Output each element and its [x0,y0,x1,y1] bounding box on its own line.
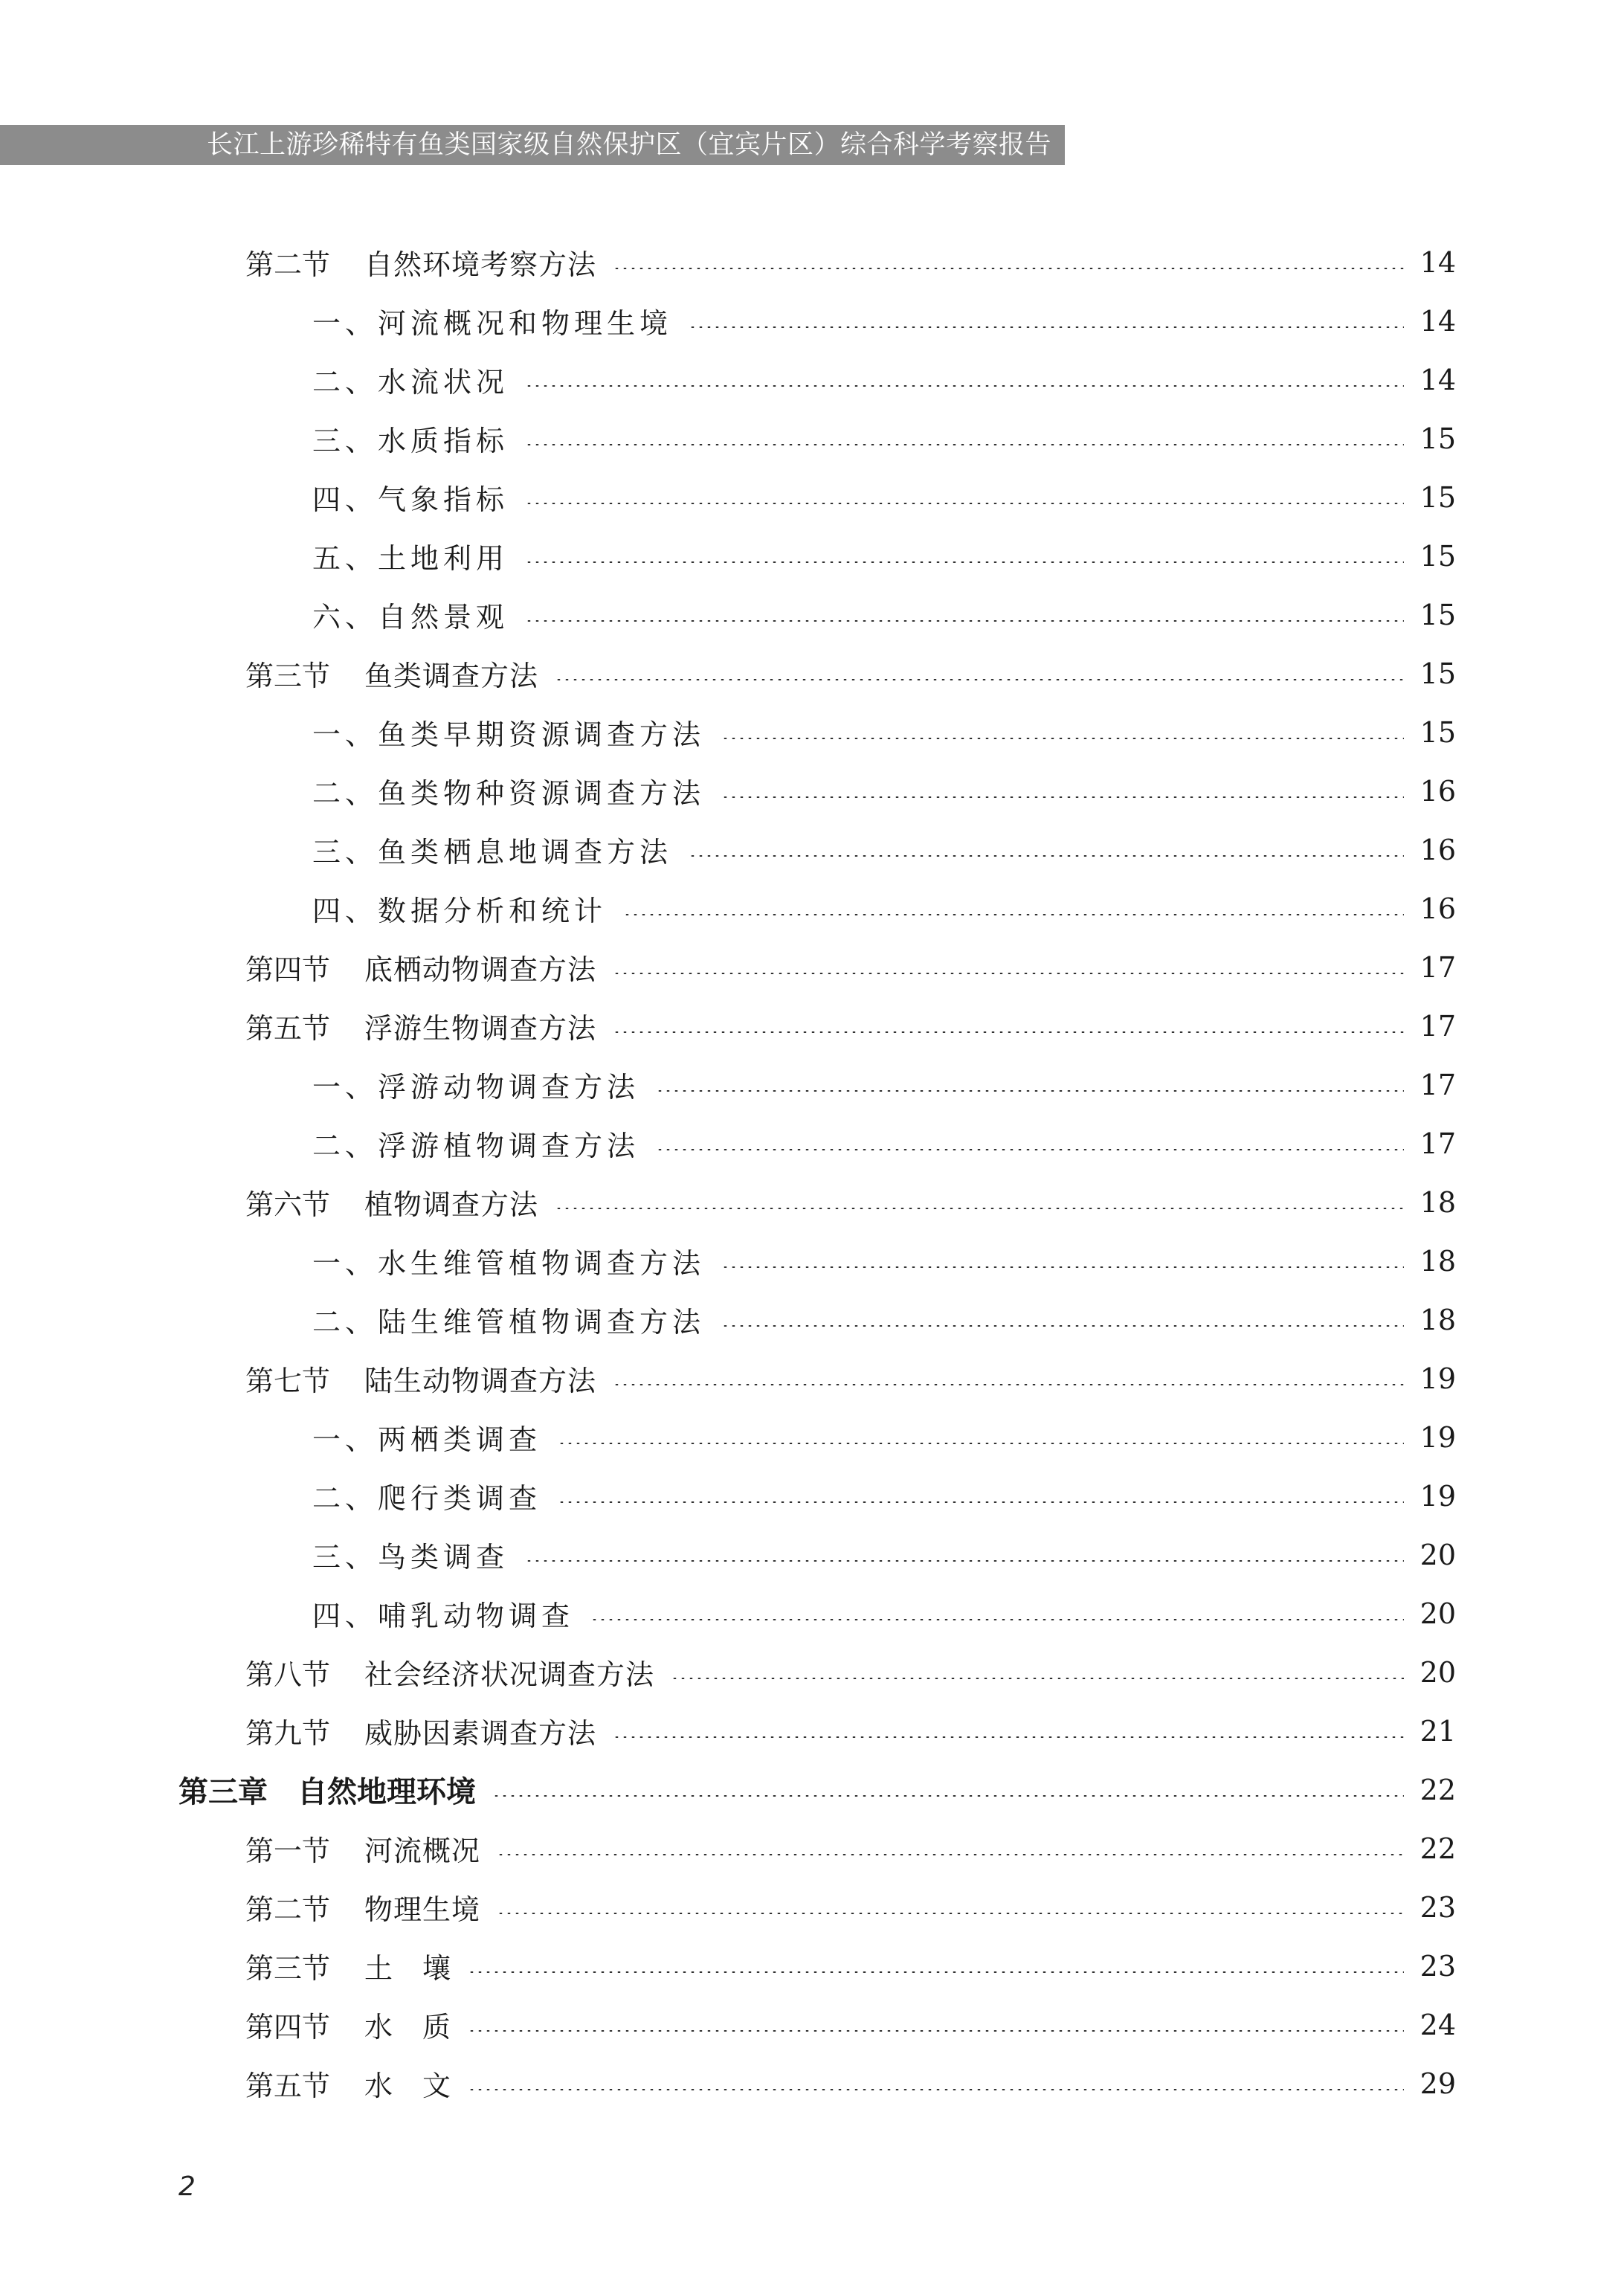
toc-entry-page: 23 [1420,1890,1456,1924]
toc-entry-page: 14 [1420,363,1456,396]
dot-leader [468,2030,1404,2032]
toc-entry-item[interactable] [0,1466,1456,1525]
toc-entry-item[interactable] [0,1290,1456,1349]
toc-entry-page: 17 [1420,950,1456,984]
toc-entry-page: 15 [1420,657,1456,690]
toc-entry-number: 第五节 [245,1012,331,1045]
toc-entry-page: 20 [1420,1597,1456,1630]
toc-entry-item[interactable] [0,1114,1456,1173]
toc-entry-page: 29 [1420,2067,1456,2100]
toc-entry-number: 第三章 [178,1774,268,1809]
toc-entry-page: 16 [1420,833,1456,866]
toc-entry-page: 19 [1420,1362,1456,1395]
toc-entry-section[interactable] [0,1995,1456,2054]
toc-entry-title: 浮游生物调查方法 [364,1012,597,1045]
toc-entry-number: 二、 [312,1130,378,1162]
toc-entry-page: 15 [1420,480,1456,514]
toc-entry-number: 第五节 [245,2070,331,2102]
toc-entry-page: 18 [1420,1303,1456,1336]
toc-entry-item[interactable] [0,527,1456,585]
dot-leader [497,1913,1404,1914]
toc-entry-page: 18 [1420,1185,1456,1219]
running-header-band [0,125,1065,165]
toc-entry-page: 17 [1420,1068,1456,1101]
toc-entry-page: 17 [1420,1009,1456,1043]
toc-entry-section[interactable] [0,2054,1456,2113]
toc-entry-item[interactable] [0,1055,1456,1114]
toc-entry-title: 自然地理环境 [297,1774,476,1809]
toc-entry-title: 水生维管植物调查方法 [378,1247,706,1280]
dot-leader [492,1795,1404,1797]
toc-entry-number: 三、 [312,425,378,457]
dot-leader [525,620,1404,622]
dot-leader [721,738,1404,739]
toc-entry-number: 第三节 [245,1952,331,1985]
running-header-title: 长江上游珍稀特有鱼类国家级自然保护区（宜宾片区）综合科学考察报告 [206,130,1051,160]
dot-leader [721,796,1404,798]
toc-entry-number: 一、 [312,718,378,751]
dot-leader [525,1560,1404,1562]
toc-entry-number: 第三节 [245,660,331,692]
toc-entry-section[interactable] [0,1819,1456,1878]
dot-leader [468,1971,1404,1973]
toc-entry-page: 21 [1420,1714,1456,1748]
dot-leader [721,1325,1404,1327]
table-of-contents [0,233,1624,2113]
toc-entry-page: 24 [1420,2008,1456,2041]
toc-entry-section[interactable] [0,1349,1456,1408]
toc-entry-item[interactable] [0,409,1456,468]
toc-entry-title: 底栖动物调查方法 [364,953,597,986]
dot-leader [689,326,1404,328]
toc-entry-title: 陆生动物调查方法 [364,1365,597,1397]
toc-entry-title: 鱼类物种资源调查方法 [378,777,706,810]
toc-entry-page: 14 [1420,245,1456,279]
toc-entry-number: 六、 [312,601,378,634]
toc-entry-section[interactable] [0,1878,1456,1936]
toc-entry-page: 15 [1420,539,1456,573]
toc-entry-number: 一、 [312,1071,378,1104]
toc-entry-section[interactable] [0,996,1456,1055]
toc-entry-page: 20 [1420,1538,1456,1571]
toc-entry-number: 四、 [312,483,378,516]
toc-entry-number: 第四节 [245,2011,331,2044]
dot-leader [525,503,1404,504]
toc-entry-chapter[interactable] [0,1760,1456,1819]
toc-entry-section[interactable] [0,1643,1456,1701]
toc-entry-title: 气象指标 [378,483,509,516]
toc-entry-title: 植物调查方法 [364,1188,539,1221]
toc-entry-number: 一、 [312,1423,378,1456]
toc-entry-title: 威胁因素调查方法 [364,1717,597,1750]
dot-leader [623,914,1404,915]
toc-entry-title: 浮游动物调查方法 [378,1071,640,1104]
toc-entry-title: 河流概况和物理生境 [378,307,673,340]
toc-entry-title: 鸟类调查 [378,1541,509,1574]
toc-entry-page: 19 [1420,1479,1456,1513]
toc-entry-number: 二、 [312,777,378,810]
toc-entry-page: 22 [1420,1832,1456,1865]
toc-entry-number: 二、 [312,1306,378,1339]
toc-entry-item[interactable] [0,820,1456,879]
toc-entry-page: 16 [1420,892,1456,925]
toc-entry-item[interactable] [0,468,1456,527]
dot-leader [671,1678,1404,1679]
toc-entry-title: 河流概况 [364,1835,481,1867]
dot-leader [558,1443,1404,1444]
toc-entry-item[interactable] [0,703,1456,761]
toc-entry-number: 第二节 [245,1893,331,1926]
toc-entry-number: 三、 [312,836,378,869]
dot-leader [525,561,1404,563]
dot-leader [525,385,1404,387]
toc-entry-title: 鱼类栖息地调查方法 [378,836,673,869]
toc-entry-title: 自然景观 [378,601,509,634]
toc-entry-page: 23 [1420,1949,1456,1983]
dot-leader [613,1384,1404,1385]
toc-entry-number: 第八节 [245,1658,331,1691]
toc-entry-page: 15 [1420,715,1456,749]
toc-entry-number: 第一节 [245,1835,331,1867]
dot-leader [613,268,1404,269]
toc-entry-number: 第七节 [245,1365,331,1397]
dot-leader [525,444,1404,445]
dot-leader [721,1266,1404,1268]
toc-entry-section[interactable] [0,938,1456,996]
toc-entry-item[interactable] [0,292,1456,350]
toc-entry-title: 社会经济状况调查方法 [364,1658,655,1691]
toc-entry-number: 二、 [312,1482,378,1515]
dot-leader [590,1619,1404,1620]
toc-entry-title: 水质指标 [378,425,509,457]
toc-entry-item[interactable] [0,585,1456,644]
toc-entry-page: 14 [1420,304,1456,338]
toc-entry-number: 二、 [312,366,378,399]
toc-entry-title: 哺乳动物调查 [378,1600,575,1632]
toc-entry-title: 两栖类调查 [378,1423,542,1456]
toc-entry-number: 五、 [312,542,378,575]
toc-entry-title: 鱼类调查方法 [364,660,539,692]
toc-entry-title: 土地利用 [378,542,509,575]
toc-entry-page: 20 [1420,1655,1456,1689]
dot-leader [656,1090,1404,1092]
toc-entry-number: 一、 [312,1247,378,1280]
toc-entry-number: 第九节 [245,1717,331,1750]
toc-entry-page: 15 [1420,422,1456,455]
dot-leader [689,855,1404,857]
toc-entry-page: 18 [1420,1244,1456,1278]
toc-entry-item[interactable] [0,1525,1456,1584]
toc-entry-section[interactable] [0,644,1456,703]
toc-entry-item[interactable] [0,761,1456,820]
toc-entry-title: 爬行类调查 [378,1482,542,1515]
toc-entry-page: 17 [1420,1127,1456,1160]
toc-entry-section[interactable] [0,1936,1456,1995]
dot-leader [497,1854,1404,1855]
dot-leader [555,1208,1404,1209]
toc-entry-section[interactable] [0,233,1456,292]
toc-entry-title: 水 文 [364,2070,452,2102]
toc-entry-item[interactable] [0,1231,1456,1290]
toc-entry-title: 物理生境 [364,1893,481,1926]
toc-entry-item[interactable] [0,879,1456,938]
toc-entry-page: 19 [1420,1420,1456,1454]
dot-leader [613,1031,1404,1033]
toc-entry-number: 第二节 [245,248,331,281]
toc-entry-number: 三、 [312,1541,378,1574]
toc-entry-item[interactable] [0,1584,1456,1643]
dot-leader [555,679,1404,680]
dot-leader [468,2089,1404,2090]
dot-leader [558,1501,1404,1503]
toc-entry-page: 15 [1420,598,1456,631]
toc-entry-number: 第六节 [245,1188,331,1221]
toc-entry-title: 土 壤 [364,1952,452,1985]
toc-entry-number: 第四节 [245,953,331,986]
toc-entry-title: 陆生维管植物调查方法 [378,1306,706,1339]
toc-entry-title: 自然环境考察方法 [364,248,597,281]
toc-entry-number: 四、 [312,895,378,927]
toc-entry-item[interactable] [0,1408,1456,1466]
toc-entry-number: 一、 [312,307,378,340]
dot-leader [656,1149,1404,1150]
toc-entry-number: 四、 [312,1600,378,1632]
toc-entry-item[interactable] [0,350,1456,409]
toc-entry-page: 22 [1420,1773,1456,1806]
toc-entry-title: 水流状况 [378,366,509,399]
dot-leader [613,1736,1404,1738]
toc-entry-title: 鱼类早期资源调查方法 [378,718,706,751]
dot-leader [613,973,1404,974]
page-number: 2 [178,2171,196,2202]
toc-entry-section[interactable] [0,1173,1456,1231]
toc-entry-section[interactable] [0,1701,1456,1760]
toc-entry-title: 水 质 [364,2011,452,2044]
toc-entry-title: 浮游植物调查方法 [378,1130,640,1162]
toc-entry-title: 数据分析和统计 [378,895,608,927]
toc-entry-page: 16 [1420,774,1456,808]
